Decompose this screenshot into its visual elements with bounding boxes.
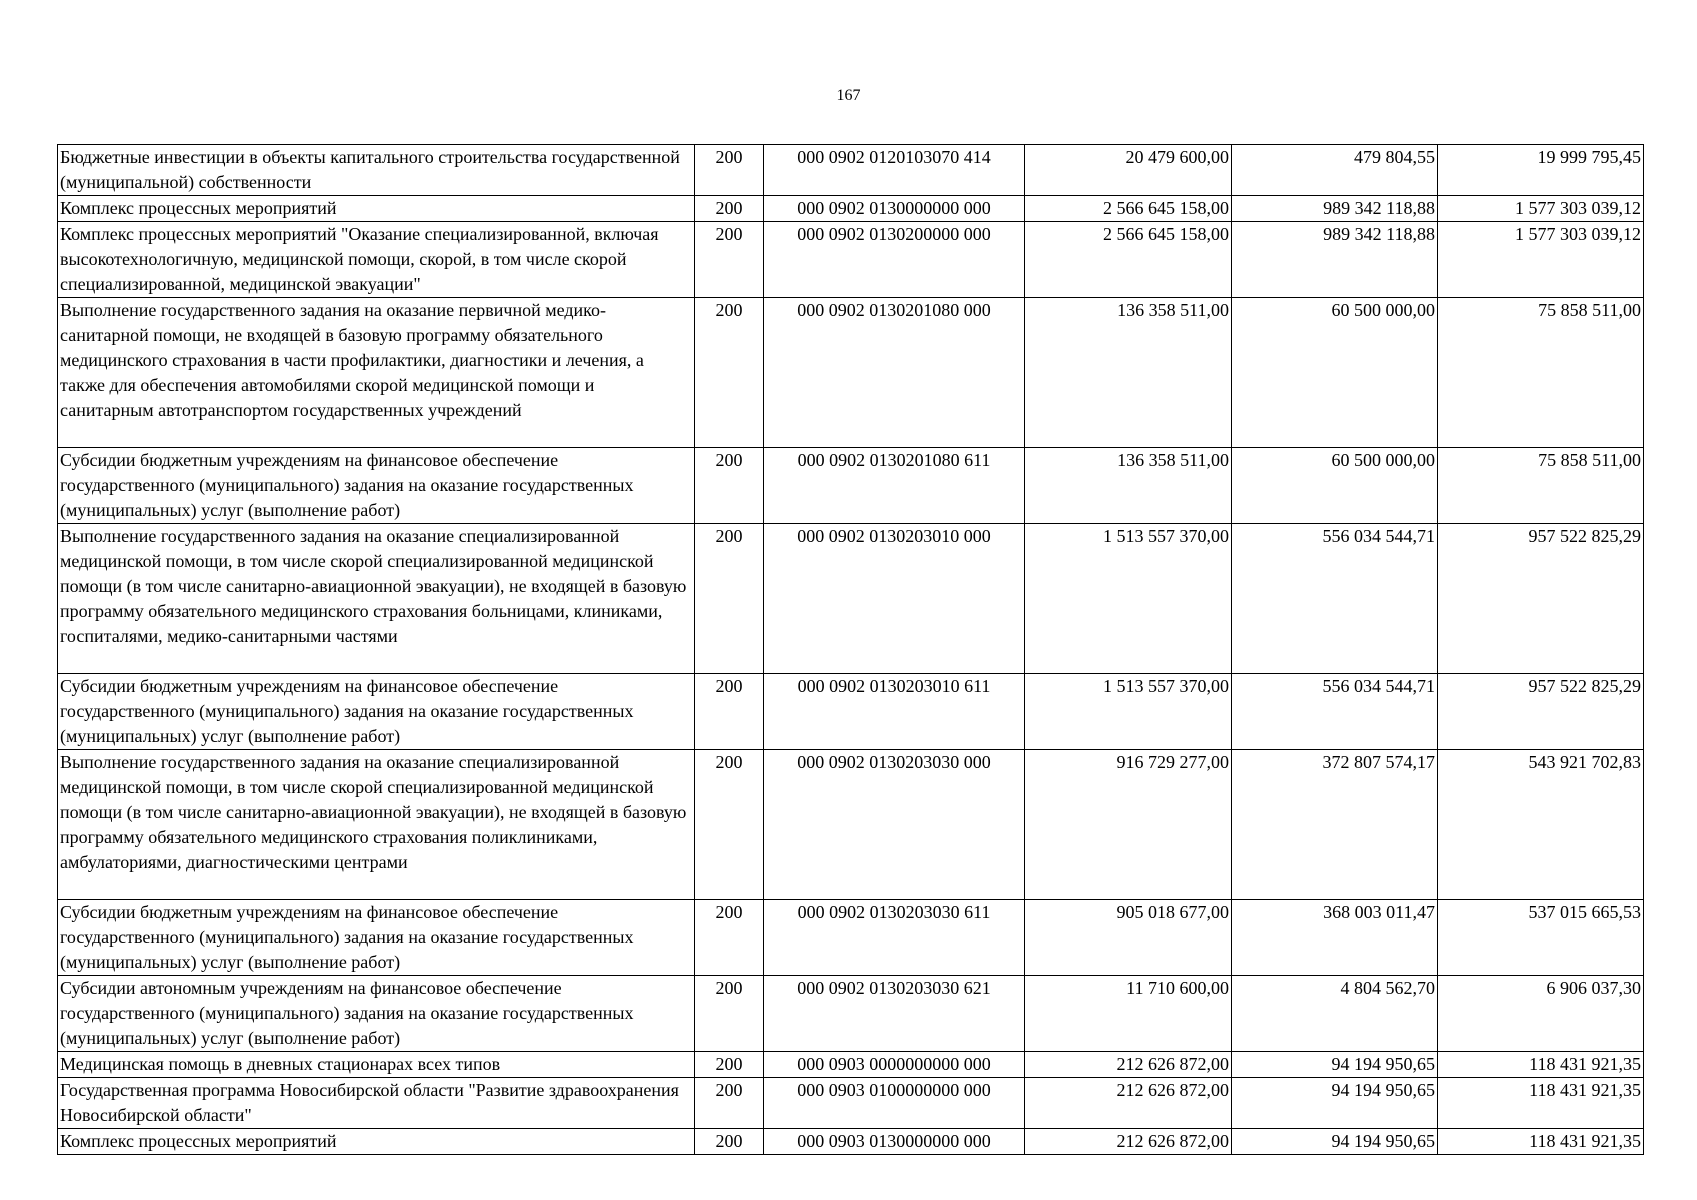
row-name-cell: Выполнение государственного задания на оказание первичной медико-санитарной помощи, не входящей в базовую программу обязательного медицинского страхования в части профилактики, диагностики и лечения, а также для обеспечения автомобилями скорой медицинской помощи и санитарным автотранспортом государственных учреждений — [58, 298, 695, 448]
row-unexecuted-cell: 957 522 825,29 — [1438, 524, 1644, 674]
table-row — [58, 750, 1644, 900]
row-approved-cell: 212 626 872,00 — [1025, 1078, 1232, 1129]
row-unexecuted-cell: 1 577 303 039,12 — [1438, 196, 1644, 222]
row-approved-cell: 212 626 872,00 — [1025, 1052, 1232, 1078]
row-executed-cell: 4 804 562,70 — [1232, 976, 1438, 1052]
row-name-cell: Субсидии бюджетным учреждениям на финансовое обеспечение государственного (муниципального) задания на оказание государственных (муниципальных) услуг (выполнение работ) — [58, 900, 695, 976]
table-row — [58, 448, 1644, 524]
row-code-cell: 200 — [695, 145, 764, 196]
budget-execution-table — [57, 144, 1644, 1155]
row-name-cell: Бюджетные инвестиции в объекты капитального строительства государственной (муниципальной) собственности — [58, 145, 695, 196]
row-unexecuted-cell: 118 431 921,35 — [1438, 1078, 1644, 1129]
row-approved-cell: 905 018 677,00 — [1025, 900, 1232, 976]
row-kbk-cell: 000 0903 0100000000 000 — [764, 1078, 1025, 1129]
row-code-cell: 200 — [695, 448, 764, 524]
row-approved-cell: 20 479 600,00 — [1025, 145, 1232, 196]
row-code-cell: 200 — [695, 222, 764, 298]
row-code-cell: 200 — [695, 1078, 764, 1129]
table-row — [58, 222, 1644, 298]
row-unexecuted-cell: 537 015 665,53 — [1438, 900, 1644, 976]
table-row — [58, 524, 1644, 674]
row-executed-cell: 60 500 000,00 — [1232, 448, 1438, 524]
row-executed-cell: 94 194 950,65 — [1232, 1129, 1438, 1155]
row-kbk-cell: 000 0902 0130203030 621 — [764, 976, 1025, 1052]
row-code-cell: 200 — [695, 1129, 764, 1155]
row-executed-cell: 989 342 118,88 — [1232, 222, 1438, 298]
table-row — [58, 976, 1644, 1052]
row-executed-cell: 94 194 950,65 — [1232, 1052, 1438, 1078]
row-unexecuted-cell: 118 431 921,35 — [1438, 1052, 1644, 1078]
row-kbk-cell: 000 0902 0130200000 000 — [764, 222, 1025, 298]
row-kbk-cell: 000 0902 0130203030 611 — [764, 900, 1025, 976]
row-name-cell: Выполнение государственного задания на оказание специализированной медицинской помощи, в том числе скорой специализированной медицинской помощи (в том числе санитарно-авиационной эвакуации), не входящей в базовую программу обязательного медицинского страхования поликлиниками, амбулаториями, диагностическими центрами — [58, 750, 695, 900]
row-kbk-cell: 000 0902 0130203010 000 — [764, 524, 1025, 674]
row-unexecuted-cell: 6 906 037,30 — [1438, 976, 1644, 1052]
row-approved-cell: 136 358 511,00 — [1025, 448, 1232, 524]
row-kbk-cell: 000 0902 0130000000 000 — [764, 196, 1025, 222]
row-kbk-cell: 000 0903 0130000000 000 — [764, 1129, 1025, 1155]
row-approved-cell: 1 513 557 370,00 — [1025, 674, 1232, 750]
table-row — [58, 196, 1644, 222]
row-approved-cell: 2 566 645 158,00 — [1025, 196, 1232, 222]
row-kbk-cell: 000 0902 0130203030 000 — [764, 750, 1025, 900]
row-executed-cell: 989 342 118,88 — [1232, 196, 1438, 222]
row-unexecuted-cell: 957 522 825,29 — [1438, 674, 1644, 750]
row-kbk-cell: 000 0903 0000000000 000 — [764, 1052, 1025, 1078]
row-kbk-cell: 000 0902 0130203010 611 — [764, 674, 1025, 750]
row-approved-cell: 11 710 600,00 — [1025, 976, 1232, 1052]
row-unexecuted-cell: 1 577 303 039,12 — [1438, 222, 1644, 298]
row-approved-cell: 136 358 511,00 — [1025, 298, 1232, 448]
row-code-cell: 200 — [695, 1052, 764, 1078]
row-code-cell: 200 — [695, 976, 764, 1052]
row-name-cell: Комплекс процессных мероприятий — [58, 1129, 695, 1155]
row-name-cell: Комплекс процессных мероприятий "Оказание специализированной, включая высокотехнологичную, медицинской помощи, скорой, в том числе скорой специализированной, медицинской эвакуации" — [58, 222, 695, 298]
row-kbk-cell: 000 0902 0130201080 611 — [764, 448, 1025, 524]
row-approved-cell: 2 566 645 158,00 — [1025, 222, 1232, 298]
row-code-cell: 200 — [695, 298, 764, 448]
table-body — [58, 145, 1644, 1155]
row-name-cell: Медицинская помощь в дневных стационарах всех типов — [58, 1052, 695, 1078]
table-row — [58, 298, 1644, 448]
row-unexecuted-cell: 118 431 921,35 — [1438, 1129, 1644, 1155]
row-unexecuted-cell: 543 921 702,83 — [1438, 750, 1644, 900]
row-code-cell: 200 — [695, 196, 764, 222]
row-unexecuted-cell: 75 858 511,00 — [1438, 298, 1644, 448]
row-executed-cell: 368 003 011,47 — [1232, 900, 1438, 976]
table-row — [58, 1078, 1644, 1129]
table-row — [58, 1129, 1644, 1155]
table-row — [58, 674, 1644, 750]
row-code-cell: 200 — [695, 900, 764, 976]
row-executed-cell: 94 194 950,65 — [1232, 1078, 1438, 1129]
row-executed-cell: 372 807 574,17 — [1232, 750, 1438, 900]
row-kbk-cell: 000 0902 0130201080 000 — [764, 298, 1025, 448]
row-unexecuted-cell: 75 858 511,00 — [1438, 448, 1644, 524]
page-number: 167 — [836, 87, 861, 104]
row-executed-cell: 60 500 000,00 — [1232, 298, 1438, 448]
row-approved-cell: 916 729 277,00 — [1025, 750, 1232, 900]
table-row — [58, 900, 1644, 976]
row-unexecuted-cell: 19 999 795,45 — [1438, 145, 1644, 196]
row-executed-cell: 556 034 544,71 — [1232, 524, 1438, 674]
row-approved-cell: 212 626 872,00 — [1025, 1129, 1232, 1155]
row-name-cell: Субсидии бюджетным учреждениям на финансовое обеспечение государственного (муниципального) задания на оказание государственных (муниципальных) услуг (выполнение работ) — [58, 674, 695, 750]
table-row — [58, 145, 1644, 196]
row-code-cell: 200 — [695, 674, 764, 750]
row-name-cell: Комплекс процессных мероприятий — [58, 196, 695, 222]
row-executed-cell: 479 804,55 — [1232, 145, 1438, 196]
row-approved-cell: 1 513 557 370,00 — [1025, 524, 1232, 674]
row-kbk-cell: 000 0902 0120103070 414 — [764, 145, 1025, 196]
row-code-cell: 200 — [695, 524, 764, 674]
row-executed-cell: 556 034 544,71 — [1232, 674, 1438, 750]
row-code-cell: 200 — [695, 750, 764, 900]
table-row — [58, 1052, 1644, 1078]
row-name-cell: Субсидии бюджетным учреждениям на финансовое обеспечение государственного (муниципального) задания на оказание государственных (муниципальных) услуг (выполнение работ) — [58, 448, 695, 524]
row-name-cell: Выполнение государственного задания на оказание специализированной медицинской помощи, в том числе скорой специализированной медицинской помощи (в том числе санитарно-авиационной эвакуации), не входящей в базовую программу обязательного медицинского страхования больницами, клиниками, госпиталями, медико-санитарными частями — [58, 524, 695, 674]
row-name-cell: Государственная программа Новосибирской области "Развитие здравоохранения Новосибирской области" — [58, 1078, 695, 1129]
row-name-cell: Субсидии автономным учреждениям на финансовое обеспечение государственного (муниципального) задания на оказание государственных (муниципальных) услуг (выполнение работ) — [58, 976, 695, 1052]
